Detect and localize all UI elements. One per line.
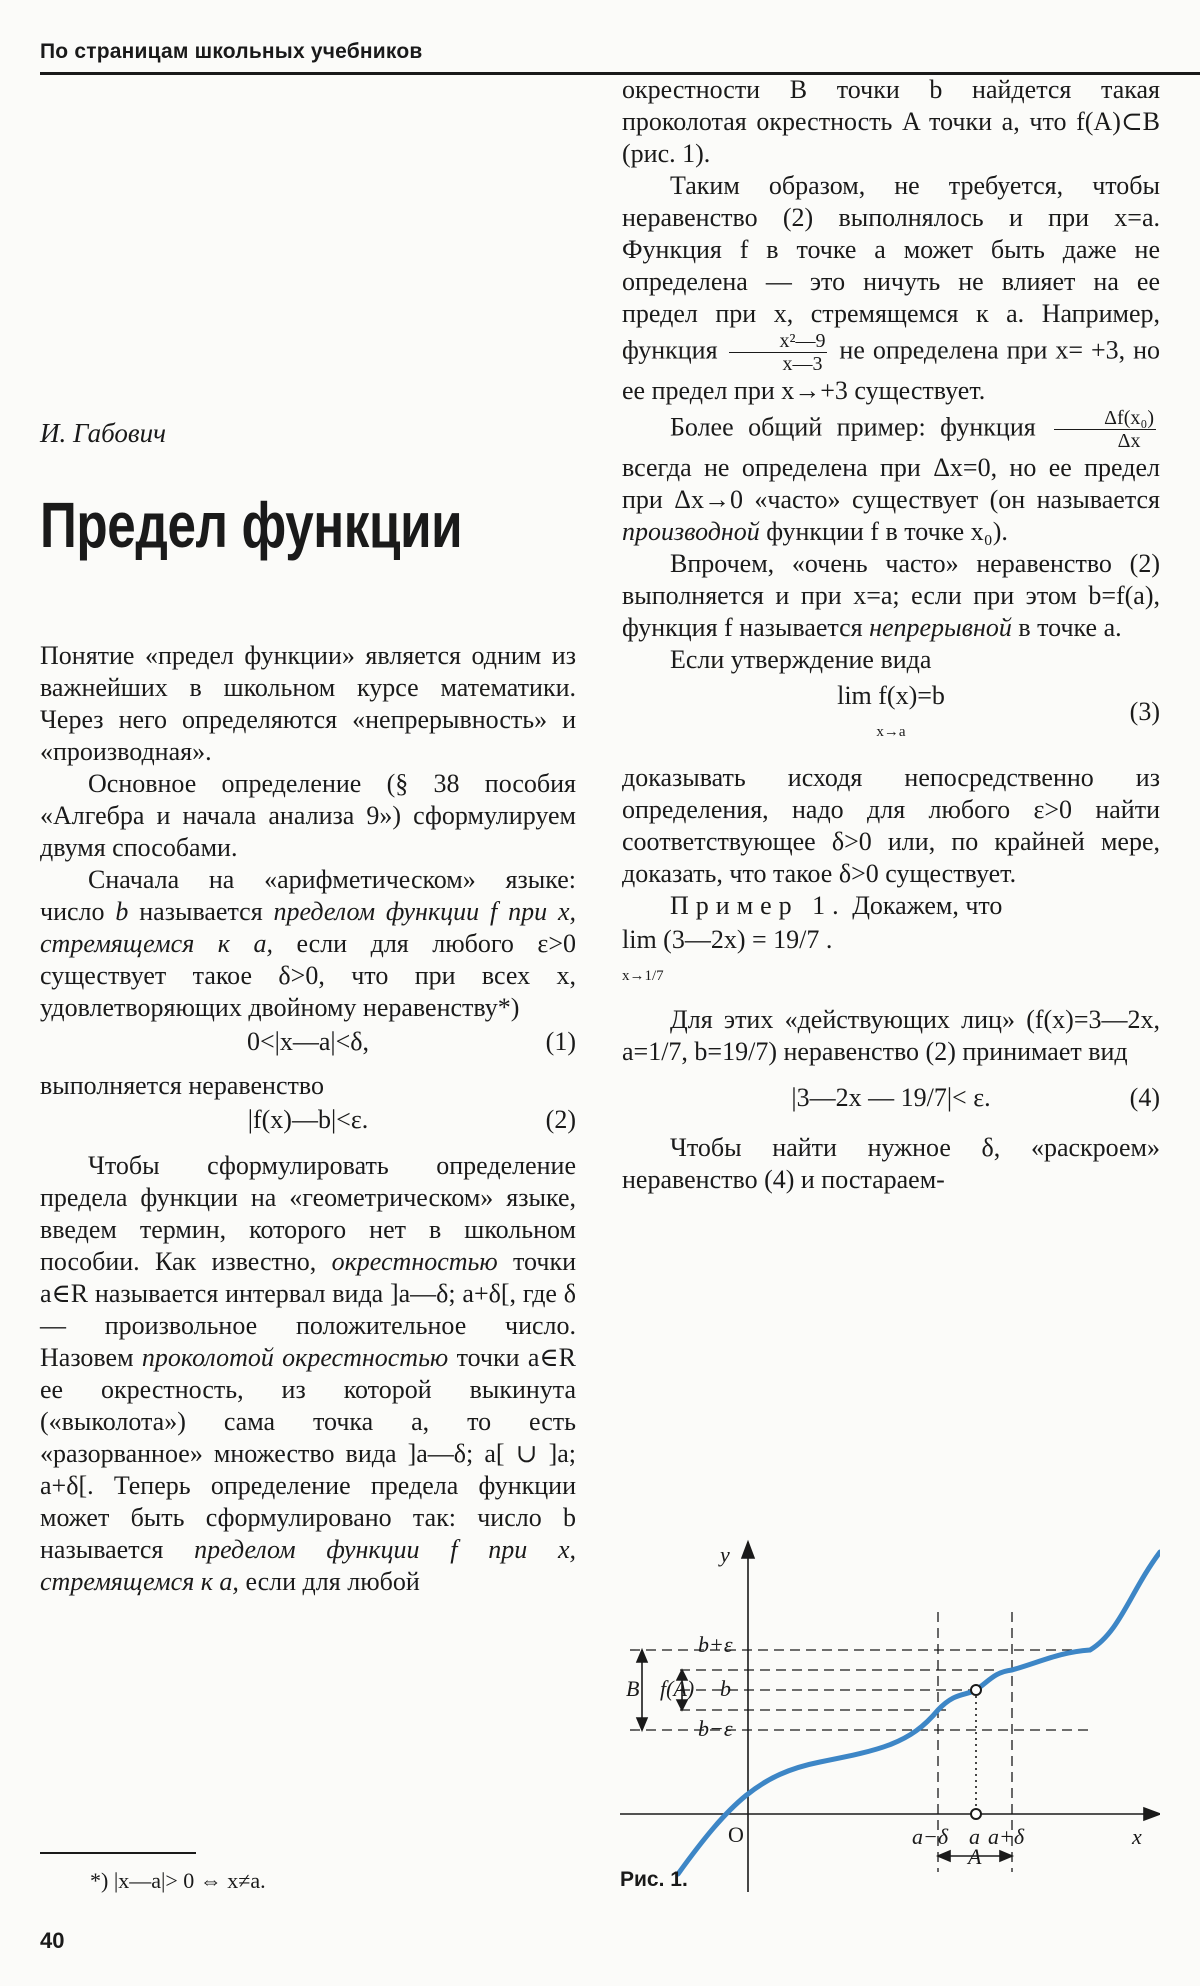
paragraph: Понятие «предел функции» является одним из важнейших в школьном курсе математики. Через него определяются «непрерывность» и «производная». bbox=[40, 641, 576, 766]
B-arrow-top bbox=[637, 1650, 647, 1662]
footnote-rule bbox=[40, 1852, 196, 1854]
fA-arrow-bottom bbox=[677, 1700, 687, 1710]
example-equation: lim (3—2x) = 19/7 . x→1/7 bbox=[622, 925, 833, 984]
a-plus-label: a+δ bbox=[988, 1824, 1025, 1849]
page-number: 40 bbox=[40, 1928, 65, 1953]
paragraph: Чтобы найти нужное δ, «раскроем» неравенство (4) и постараем- bbox=[622, 1133, 1160, 1194]
y-axis-arrow bbox=[742, 1542, 754, 1558]
fraction: $\frac{\text{x²—9}}{x—3}$ bbox=[729, 330, 827, 375]
A-arrow-right bbox=[1000, 1851, 1012, 1861]
A-arrow-left bbox=[938, 1851, 950, 1861]
fA-label: f(A) bbox=[660, 1676, 695, 1701]
b-label: b bbox=[720, 1676, 731, 1701]
article-title: Предел функции bbox=[40, 489, 463, 561]
paragraph: Пример 1. Докажем, что bbox=[670, 891, 1003, 920]
A-label: A bbox=[968, 1844, 982, 1869]
origin-label: O bbox=[728, 1822, 744, 1847]
paragraph: Для этих «действующих лиц» (f(x)=3—2x, a=1/7, b=19/7) неравенство (2) принимает вид bbox=[622, 1005, 1160, 1066]
left-column bbox=[40, 640, 576, 1598]
section-header: По страницам школьных учебников bbox=[40, 40, 423, 63]
paragraph: Сначала на «арифметическом» языке: число b называется пределом функции f при x, стремящемся к a, если для любого ε>0 существует такое δ>0, что при всех x, удовлетворяющих двойному неравенству*) bbox=[40, 865, 576, 1022]
figure-caption: Рис. 1. bbox=[620, 1868, 688, 1891]
fraction: $\frac{\text{Δf(x₀)}}{\Delta x}$ bbox=[1054, 407, 1156, 452]
point-a-axis bbox=[971, 1809, 981, 1819]
paragraph: Если утверждение вида bbox=[670, 645, 932, 674]
paragraph: Таким образом, не требуется, чтобы неравенство (2) выполнялось и при x=a. Функция f в точке a может быть даже не определена — это ничуть не влияет на ее предел при x, стремящемся к a. Например, функция $\frac{\text{x²—9}}{x—3}$ не определена при x= +3, но ее предел при x→+3 существует. bbox=[622, 171, 1160, 405]
right-column bbox=[622, 74, 1160, 1196]
point-a-b bbox=[971, 1685, 981, 1695]
paragraph: окрестности B точки b найдется такая проколотая окрестность A точки a, что f(A)⊂B (рис. 1). bbox=[622, 75, 1160, 168]
paragraph: Более общий пример: функция $\frac{\text{Δf(x₀)}}{\Delta x}$ всегда не определена при Δx=0, но ее предел при Δx→0 «часто» существует (он называется производной функции f в точке x₀). bbox=[622, 407, 1160, 546]
y-label: y bbox=[720, 1542, 730, 1567]
B-label: B bbox=[626, 1676, 640, 1701]
a-label: a bbox=[969, 1824, 980, 1849]
b-plus-label: b+ε bbox=[698, 1632, 733, 1657]
footnote: *) |x—a|> 0 ⇔ x≠a. bbox=[90, 1868, 266, 1893]
equation-4: |3—2x — 19/7|< ε. (4) bbox=[791, 1083, 1160, 1112]
x-axis-arrow bbox=[1144, 1808, 1160, 1820]
paragraph: Основное определение (§ 38 пособия «Алгебра и начала анализа 9») сформулируем двумя способами. bbox=[40, 769, 576, 862]
paragraph: доказывать исходя непосредственно из определения, надо для любого ε>0 найти соответствующее δ>0 или, по крайней мере, доказать, что такое δ>0 существует. bbox=[622, 763, 1160, 888]
b-minus-label: b−ε bbox=[698, 1716, 733, 1741]
paragraph: Впрочем, «очень часто» неравенство (2) выполняется и при x=a; если при этом b=f(a), функция f называется непрерывной в точке a. bbox=[622, 549, 1160, 642]
paragraph: Чтобы сформулировать определение предела функции на «геометрическом» языке, введем термин, которого нет в школьном пособии. Как известно, окрестностью точки a∈R называется интервал вида ]a—δ; a+δ[, где δ — произвольное положительное число. Назовем проколотой окрестностью точки a∈R ее окрестность, из которой выкинута («выколота») сама точка a, то есть «разорванное» множество вида ]a—δ; a[ ∪ ]a; a+δ[. Теперь определение предела функции может быть сформулировано так: число b называется пределом функции f при x, стремящемся к a, если для любой bbox=[40, 1151, 576, 1596]
B-arrow-bottom bbox=[637, 1718, 647, 1730]
author: И. Габович bbox=[40, 418, 167, 448]
a-minus-label: a−δ bbox=[912, 1824, 949, 1849]
equation-1: 0<|x—a|<δ, (1) bbox=[246, 1027, 576, 1056]
equation-3: lim f(x)=b x→a (3) bbox=[837, 681, 1160, 740]
paragraph: выполняется неравенство bbox=[40, 1071, 324, 1100]
x-label: x bbox=[1132, 1824, 1142, 1849]
equation-2: |f(x)—b|<ε. (2) bbox=[247, 1105, 576, 1134]
figure-1 bbox=[620, 1512, 1160, 1892]
